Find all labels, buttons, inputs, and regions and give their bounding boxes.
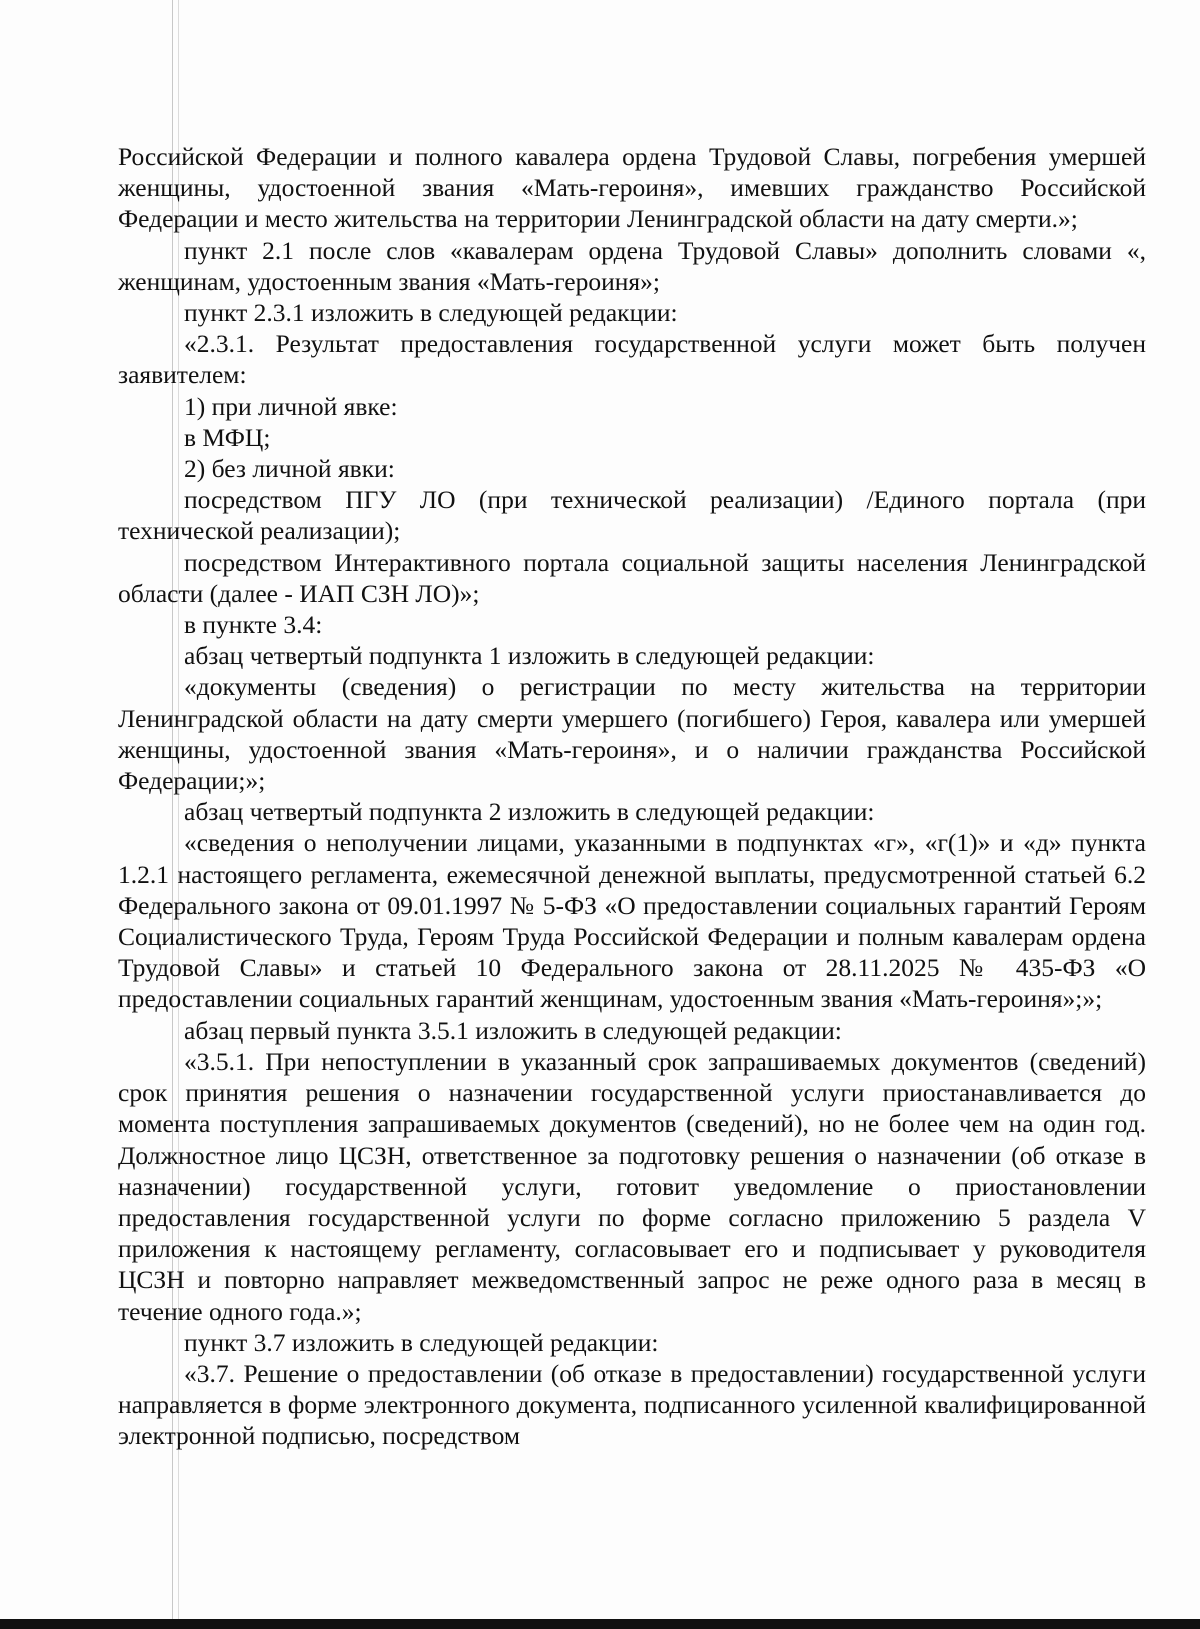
paragraph: абзац первый пункта 3.5.1 изложить в следующей редакции: xyxy=(184,1015,842,1045)
paragraph: «2.3.1. Результат предоставления государственной услуги может быть получен заявителем: xyxy=(118,329,1146,390)
document-body xyxy=(118,141,1146,1452)
paragraph: «сведения о неполучении лицами, указанными в подпунктах «г», «г(1)» и «д» пункта 1.2.1 настоящего регламента, ежемесячной денежной выплаты, предусмотренной статьей 6.2 Федерального закона от 09.01.1997 № 5-ФЗ «О предоставлении социальных гарантий Героям Социалистического Труда, Героям Труда Российской Федерации и полным кавалерам ордена Трудовой Славы» и статьей 10 Федерального закона от 28.11.2025 № 435-ФЗ «О предоставлении социальных гарантий женщинам, удостоенным звания «Мать-героиня»;»; xyxy=(118,828,1146,1014)
paragraph: посредством Интерактивного портала социальной защиты населения Ленинградской области (далее - ИАП СЗН ЛО)»; xyxy=(118,547,1146,608)
paragraph: пункт 3.7 изложить в следующей редакции: xyxy=(184,1327,659,1357)
paragraph: в пункте 3.4: xyxy=(184,610,323,640)
paragraph: абзац четвертый подпункта 1 изложить в следующей редакции: xyxy=(184,641,875,671)
paragraph: в МФЦ; xyxy=(184,422,271,452)
scan-bottom-edge xyxy=(0,1619,1200,1629)
paragraph: пункт 2.3.1 изложить в следующей редакции: xyxy=(184,298,678,328)
paragraph: «3.7. Решение о предоставлении (об отказе в предоставлении) государственной услуги направляется в форме электронного документа, подписанного усиленной квалифицированной электронной подписью, посредством xyxy=(118,1358,1146,1451)
paragraph: «документы (сведения) о регистрации по месту жительства на территории Ленинградской области на дату смерти умершего (погибшего) Героя, кавалера или умершей женщины, удостоенной звания «Мать-героиня», и о наличии гражданства Российской Федерации;»; xyxy=(118,672,1146,796)
paragraph: 1) при личной явке: xyxy=(184,391,398,421)
paragraph: «3.5.1. При непоступлении в указанный срок запрашиваемых документов (сведений) срок принятия решения о назначении государственной услуги приостанавливается до момента поступления запрашиваемых документов (сведений), но не более чем на один год. Должностное лицо ЦСЗН, ответственное за подготовку решения о назначении (об отказе в назначении) государственной услуги, готовит уведомление о приостановлении предоставления государственной услуги по форме согласно приложению 5 раздела V приложения к настоящему регламенту, согласовывает его и подписывает у руководителя ЦСЗН и повторно направляет межведомственный запрос не реже одного раза в месяц в течение одного года.»; xyxy=(118,1046,1146,1326)
paragraph: абзац четвертый подпункта 2 изложить в следующей редакции: xyxy=(184,797,875,827)
paragraph: посредством ПГУ ЛО (при технической реализации) /Единого портала (при технической реализации); xyxy=(118,485,1146,546)
paragraph: 2) без личной явки: xyxy=(184,454,395,484)
paragraph: пункт 2.1 после слов «кавалерам ордена Трудовой Славы» дополнить словами «, женщинам, удостоенным звания «Мать-героиня»; xyxy=(118,235,1146,296)
paragraph: Российской Федерации и полного кавалера ордена Трудовой Славы, погребения умершей женщины, удостоенной звания «Мать-героиня», имевших гражданство Российской Федерации и место жительства на территории Ленинградской области на дату смерти.»; xyxy=(118,142,1146,234)
